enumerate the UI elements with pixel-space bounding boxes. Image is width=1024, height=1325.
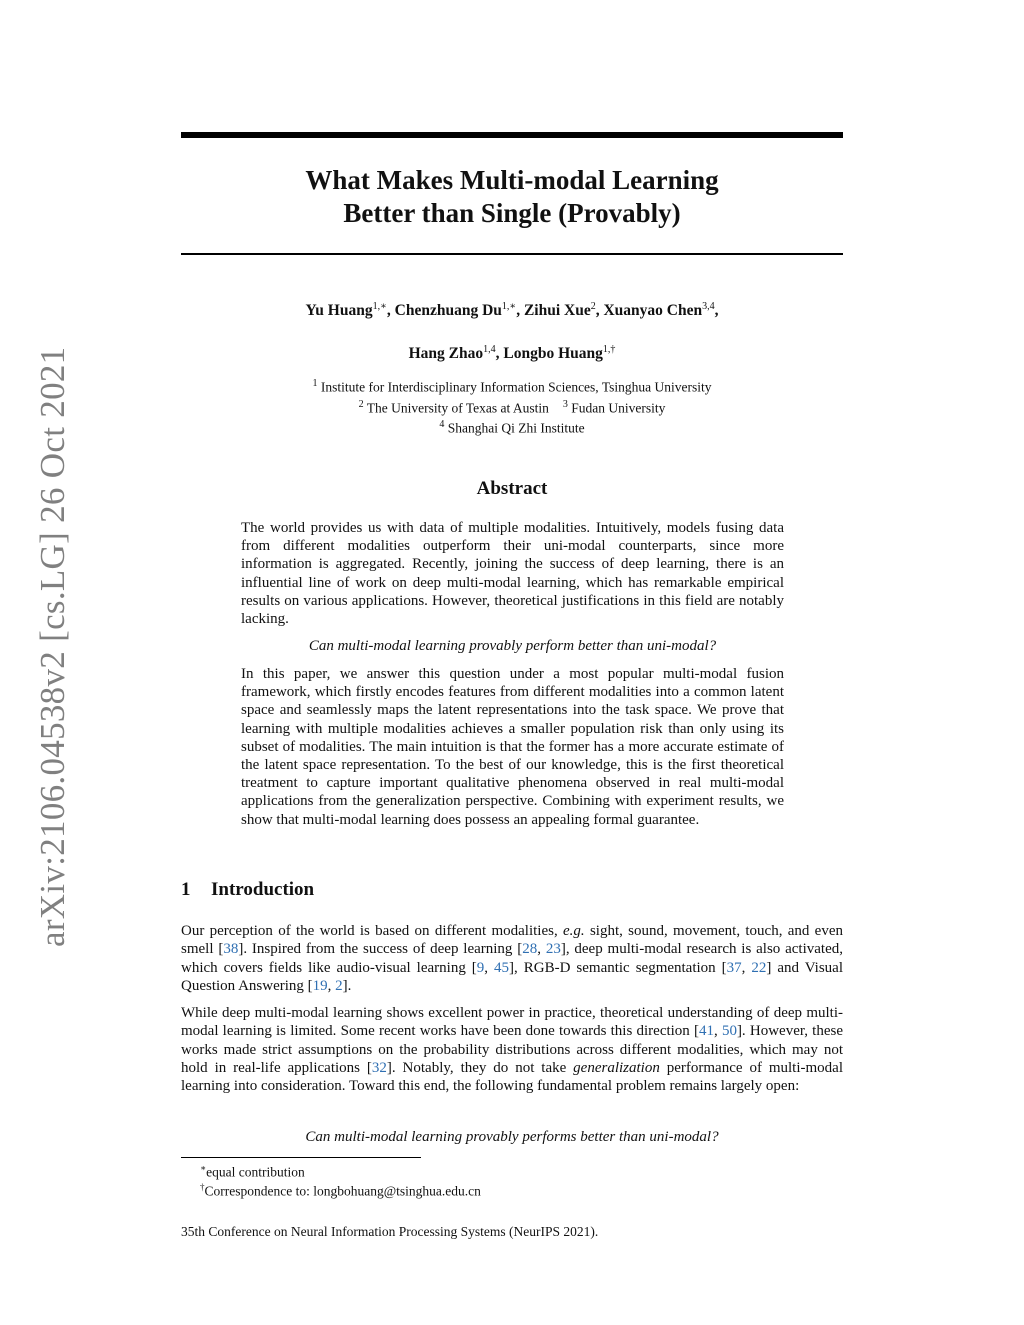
footnote-mark: ∗	[200, 1163, 207, 1173]
title-top-rule	[181, 132, 843, 138]
citation-link[interactable]: 32	[371, 1059, 387, 1076]
text-run: ], RGB-D semantic segmentation [	[509, 959, 727, 976]
venue-footer: 35th Conference on Neural Information Processing Systems (NeurIPS 2021).	[181, 1224, 599, 1239]
intro-paragraph-2	[181, 1004, 843, 1095]
text-run: Our perception of the world is based on different modalities,	[181, 923, 564, 939]
affiliation-text: Fudan University	[571, 400, 666, 415]
text-run: ].	[342, 977, 352, 994]
author-mark: 1,∗	[501, 301, 517, 312]
text-run: generalization	[573, 1059, 660, 1076]
footnote-text: equal contribution	[206, 1164, 305, 1180]
affiliation-text: The University of Texas at Austin	[366, 400, 549, 415]
citation-link[interactable]: 41	[699, 1023, 714, 1040]
section-title: Introduction	[211, 879, 315, 900]
text-run: sight, sound, movement, touch, and even smell [	[181, 923, 843, 958]
affiliation-mark: 3	[562, 398, 568, 410]
abstract-paragraph-2: In this paper, we answer this question under a most popular multi-modal fusion framework, which firstly encodes features from different modalities into a common latent space and seamlessly maps the latent representations into the task space. We prove that learning with multiple modalities achieves a smaller population risk than only using its subset of modalities. The main intuition is that the former has a more accurate estimate of the latent space representation. To the best of our knowledge, this is the first theoretical treatment to capture important qualitative phenomena observed in real multi-modal applications from the generalization perspective. Combining with experiment results, we show that multi-modal learning does possess an appealing formal guarantee.	[241, 666, 784, 828]
author-name: Hang Zhao	[408, 345, 484, 363]
footnote-text: Correspondence to: longbohuang@tsinghua.edu.cn	[204, 1183, 481, 1199]
text-run: ,	[741, 959, 752, 976]
text-run: ]. Notably, they do not take	[386, 1059, 574, 1076]
citation-link[interactable]: 19	[312, 977, 328, 994]
affiliation-line-2	[181, 396, 843, 417]
author-line-2: Hang Zhao$^{1,4}$, Longbo Huang$^{1,\dagger}$	[408, 344, 616, 363]
footnote-mark: †	[200, 1182, 205, 1192]
author-mark: 1,∗	[372, 301, 387, 312]
abstract-heading: Abstract	[476, 478, 548, 499]
abstract-question: Can multi-modal learning provably perform better than uni-modal?	[308, 638, 717, 654]
footnote-2	[200, 1179, 481, 1200]
arxiv-identifier-stamp: arXiv:2106.04538v2 [cs.LG] 26 Oct 2021	[33, 346, 72, 947]
section-heading-introduction	[181, 879, 314, 901]
author-name: Yu Huang	[305, 302, 373, 320]
footnote-1	[200, 1160, 305, 1181]
text-run: ,	[327, 977, 336, 994]
citation-link[interactable]: 2	[335, 977, 343, 994]
intro-paragraph-1	[181, 922, 843, 995]
author-name: Chenzhuang Du	[394, 302, 502, 320]
text-run: ]. Inspired from the success of deep learning [	[238, 941, 523, 958]
section-number: 1	[181, 879, 191, 900]
author-mark: 1,†	[602, 344, 616, 355]
author-mark: 2	[590, 301, 596, 312]
author-name: Zihui Xue	[523, 302, 591, 320]
paper-title	[181, 164, 843, 230]
affiliations	[181, 375, 843, 437]
affiliation-line-1	[181, 375, 843, 396]
abstract-paragraph-1: The world provides us with data of multiple modalities. Intuitively, models fusing data from different modalities outperform their uni-modal counterparts, since more information is aggregated. Recently, joining the success of deep learning, there is an influential line of work on deep multi-modal learning, which has remarkable empirical results on various applications. However, theoretical justifications in this field are notably lacking.	[241, 520, 784, 628]
citation-link[interactable]: 28	[522, 941, 538, 958]
author-name: Xuanyao Chen	[603, 302, 703, 320]
citation-link[interactable]: 37	[726, 959, 742, 976]
citation-link[interactable]: 38	[223, 941, 239, 958]
citation-link[interactable]: 23	[545, 941, 561, 958]
affiliation-line-3	[181, 416, 843, 437]
author-name: Longbo Huang	[503, 345, 603, 363]
text-run: ,	[537, 941, 546, 958]
author-line-1: Yu Huang$^{1,∗}$, Chenzhuang $Du^{1,∗}$, Zihui Xue$^2$, Xuanyao Chen$^{3,4}$,	[305, 301, 719, 320]
affiliation-mark: 1	[312, 378, 318, 389]
title-bottom-rule	[181, 253, 843, 255]
affiliation-text: Shanghai Qi Zhi Institute	[447, 420, 585, 436]
text-run: performance of multi-modal learning into consideration. Toward this end, the following fundamental problem remains largely open:	[181, 1059, 843, 1095]
text-run: ], deep multi-modal research is also activated, which covers fields like audio-visual learning [	[181, 941, 844, 976]
affiliation-mark: 2	[358, 398, 364, 410]
intro-question: Can multi-modal learning provably performs better than uni-modal?	[305, 1129, 719, 1145]
text-run: e.g.	[563, 923, 585, 939]
citation-link[interactable]: 9	[476, 959, 485, 976]
footnote-rule	[181, 1157, 421, 1158]
affiliation-mark: 4	[439, 419, 445, 430]
text-run: While deep multi-modal learning shows excellent power in practice, theoretical understanding of deep multi-modal learning is limited. Some recent works have been done towards this direction [	[181, 1005, 843, 1040]
author-mark: 1,4	[483, 344, 496, 355]
text-run: ,	[484, 959, 495, 976]
title-line-1: What Makes Multi-modal Learning	[305, 165, 719, 195]
affiliation-text: Institute for Interdisciplinary Information Sciences, Tsinghua University	[320, 379, 712, 395]
author-mark: 3,4	[702, 301, 715, 312]
text-run: ] and Visual Question Answering [	[181, 959, 843, 994]
title-line-2: Better than Single (Provably)	[343, 198, 681, 228]
citation-link[interactable]: 50	[721, 1023, 737, 1040]
text-run: ]. However, these works made strict assumptions on the probability distributions across different modalities, which may not hold in real-life applications [	[181, 1023, 843, 1076]
citation-link[interactable]: 45	[494, 959, 510, 976]
citation-link[interactable]: 22	[751, 959, 767, 976]
text-run: ,	[714, 1023, 722, 1040]
